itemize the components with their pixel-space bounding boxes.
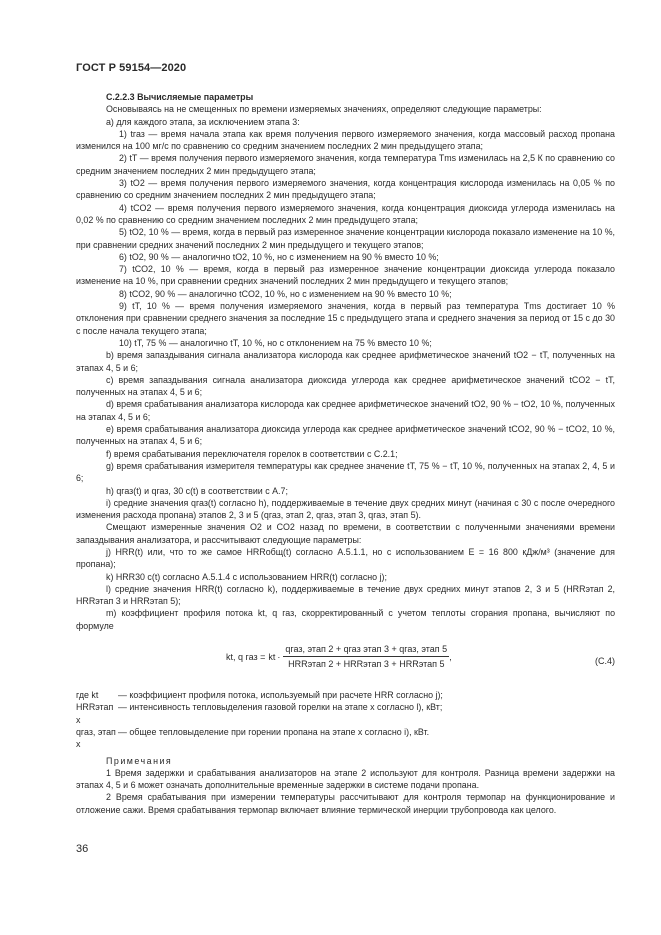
section-title: С.2.2.3 Вычисляемые параметры	[106, 92, 254, 102]
list-item-a10: 10) tT, 75 % — аналогично tT, 10 %, но с отклонением на 75 % вместо 10 %;	[119, 337, 432, 348]
list-item-a1: 1) tгаз — время начала этапа как время получения первого измеряемого значения, когда массовый расход пропана изменился на 100 мг/с по сравнению со средним значением последних 2 мин предыдущего этапа;	[76, 128, 615, 152]
formula-expression: kt, q газ = kt · $\frac{\text{qгаз, этап 2 + qгаз этап 3 + qгаз, этап 5}}{\text{HRRэтап 2 + HRRэтап 3 + HRRэтап 5}}$ ,	[226, 644, 452, 670]
where-term: HRRэтап x	[76, 702, 114, 725]
list-item-m: m) коэффициент профиля потока kt, q газ, скорректированный с учетом теплоты сгорания пропана, вычисляют по формуле	[76, 608, 615, 631]
list-item-a9: 9) tT, 10 % — время получения измеряемого значения, когда в первый раз температура Tms достигает 10 % отклонения при сравнении среднего значения за последние 15 с предыдущего этапа и среднего значения за период от 15 с до 30 с после начала текущего этапа;	[76, 301, 615, 336]
where-desc: — общее тепловыделение при горении пропана на этапе x согласно i), кВт.	[118, 726, 430, 737]
list-item-e: e) время срабатывания анализатора диоксида углерода как среднее арифметическое значений tCO2, 90 % − tCO2, 10 %, полученных на этапах 4, 5 и 6;	[76, 424, 615, 447]
list-item-a3: 3) tO2 — время получения первого измеряемого значения, когда концентрация кислорода изменилась на 0,05 % по сравнению со средним значением последних 2 мин предыдущего этапа;	[76, 178, 615, 201]
where-row	[76, 726, 615, 751]
where-term: qгаз, этап x	[76, 726, 116, 750]
where-row	[76, 689, 615, 701]
list-item-l: l) средние значения HRR(t) согласно k), поддерживаемые в течение двух средних минут этапов 2, 3 и 5 (HRRэтап 2, HRRэтап 3 и HRRэтап 5);	[76, 583, 615, 607]
note-1: 1 Время задержки и срабатывания анализаторов на этапе 2 используют для контроля. Разница времени задержки на этапах 4, 5 и 6 может означать дополнительные временные задержки в системе подачи пропана.	[76, 767, 615, 791]
formula-number: (С.4)	[595, 656, 615, 667]
formula-trailing: ,	[449, 651, 452, 662]
list-item-a7: 7) tCO2, 10 % — время, когда в первый раз измеренное значение концентрации диоксида углерода показало изменение на 10 %, при сравнении средних значений последних 2 мин предыдущего и текущего этапов;	[76, 264, 615, 287]
list-item-g: g) время срабатывания измерителя температуры как среднее значение tT, 75 % − tT, 10 %, полученных на этапах 2, 4, 5 и 6;	[76, 460, 615, 484]
list-item-b: b) время запаздывания сигнала анализатора кислорода как среднее арифметическое значений tO2 − tT, полученных на этапах 4, 5 и 6;	[76, 350, 615, 373]
notes-title: Примечания	[106, 755, 173, 766]
list-item-d: d) время срабатывания анализатора кислорода как среднее арифметическое значений tO2, 90 % − tO2, 10 %, полученных на этапах 4, 5 и 6;	[76, 399, 615, 422]
list-item-c: c) время запаздывания сигнала анализатора диоксида углерода как среднее арифметическое значений tCO2 − tT, полученных на этапах 4, 5 и 6;	[76, 374, 615, 398]
document-header: ГОСТ Р 59154—2020	[76, 62, 187, 74]
list-item-a8: 8) tCO2, 90 % — аналогично tCO2, 10 %, но с изменением на 90 % вместо 10 %;	[119, 288, 452, 299]
formula-numerator: qгаз, этап 2 + qгаз этап 3 + qгаз, этап 5	[283, 643, 449, 657]
list-item-f: f) время срабатывания переключателя горелок в соответствии с С.2.1;	[106, 448, 398, 459]
where-row	[76, 701, 615, 726]
formula-lhs: kt, q газ =	[226, 651, 266, 662]
list-item-a: а) для каждого этапа, за исключением этапа 3:	[106, 116, 300, 127]
list-item-a2: 2) tT — время получения первого измеряемого значения, когда температура Tms изменилась на 2,5 К по сравнению со средним значением последних 2 мин предыдущего этапа;	[76, 153, 615, 176]
list-item-i: i) средние значения qгаз(t) согласно h), поддерживаемые в течение двух средних минут (начиная с 30 с после очередного изменения расхода пропана) этапов 2, 3 и 5 (qгаз, этап 2, qгаз, этап 3, qгаз, этап 5).	[76, 497, 615, 521]
formula-fraction	[283, 643, 449, 671]
list-item-h: h) qгаз(t) и qгаз, 30 с(t) в соответствии с А.7;	[106, 485, 288, 496]
list-item-a5: 5) tO2, 10 % — время, когда в первый раз измеренное значение концентрации кислорода показало изменение на 10 %, при сравнении средних значений последних 2 мин предыдущего и текущего этапов;	[76, 227, 615, 250]
list-item-a6: 6) tO2, 90 % — аналогично tO2, 10 %, но с изменением на 90 % вместо 10 %;	[119, 251, 439, 262]
formula-denominator: HRRэтап 2 + HRRэтап 3 + HRRэтап 5	[288, 659, 445, 670]
where-desc: — интенсивность тепловыделения газовой горелки на этапе x согласно l), кВт;	[118, 702, 443, 713]
formula-coef: kt	[268, 651, 276, 662]
paragraph-intro: Основываясь на не смещенных по времени измеряемых значениях, определяют следующие параметры:	[106, 104, 542, 115]
list-item-j: j) HRR(t) или, что то же самое HRRобщ(t) согласно А.5.1.1, но с использованием E = 16 800 кДж/м³ (значение для пропана);	[76, 546, 615, 570]
page-number: 36	[76, 843, 89, 855]
formula-c4	[76, 637, 615, 685]
where-term: где kt	[76, 690, 99, 701]
paragraph-shift: Смещают измеренные значения O2 и CO2 назад по времени, в соответствии с полученными значениями времени запаздывания анализатора, и рассчитывают следующие параметры:	[76, 522, 615, 545]
document-body	[76, 91, 615, 816]
list-item-k: k) HRR30 с(t) согласно А.5.1.4 с использованием HRR(t) согласно j);	[106, 571, 387, 582]
note-2: 2 Время срабатывания при измерении температуры рассчитывают для контроля термопар на функционирование и отложение сажи. Время срабатывания термопар включает влияние термической инерции трубопровода как целого.	[76, 792, 615, 815]
list-item-a4: 4) tCO2 — время получения первого измеряемого значения, когда концентрация диоксида углерода изменилась на 0,02 % по сравнению со средним значением последних 2 мин предыдущего этапа;	[76, 202, 615, 225]
where-desc: — коэффициент профиля потока, используемый при расчете HRR согласно j);	[118, 690, 443, 701]
